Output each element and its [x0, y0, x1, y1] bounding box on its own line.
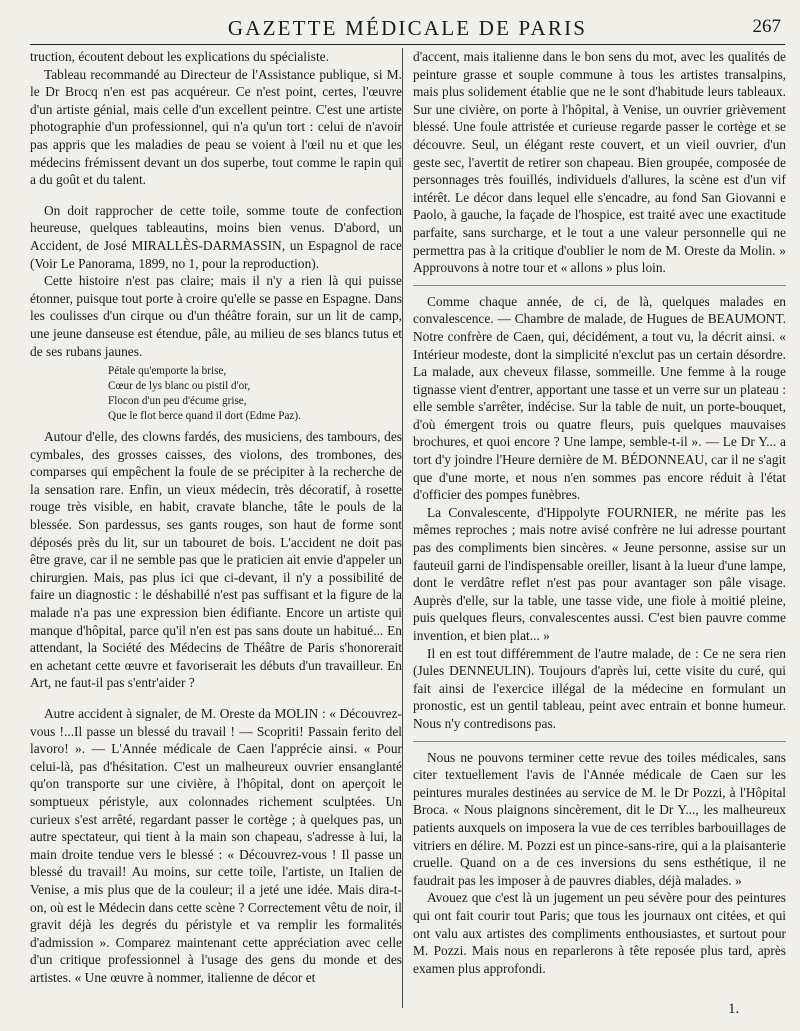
left-column: [30, 48, 402, 987]
poem-quote: [108, 364, 402, 424]
poem-line: Cœur de lys blanc ou pistil d'or,: [108, 380, 251, 393]
paragraph: Autour d'elle, des clowns fardés, des musiciens, des tambours, des cymbales, des grosses caisses, des violons, des trombones, des comparses qui empêchent la foule de se précipiter à la recherche de la sensation rare. Enfin, un vieux médecin, très décoratif, à rosette rouge très visible, en habit, cravate blanche, tâte le pouls de la blessée. Son pardessus, ses gants rouges, son haut de forme sont déposés près du lit, sur un tabouret de bois. L'accident ne doit pas être grave, car il ne semble pas que le praticien ait envie d'appeler un chirurgien. Mais, pas plus ici que ci-devant, il n'y a possibilité de faire un diagnostic : le déshabillé n'est pas suffisant et la figure de la malade n'a pas une expression bien édifiante. Encore un artiste qui manque d'hôpital, parce qu'il n'en est pas sans doute un habitué... En attendant, la Société des Médecins de Théâtre de Paris s'honorerait en achetant cette œuvre et favoriserait les débuts d'un travailleur. En Art, ne faut-il pas s'entr'aider ?: [30, 429, 402, 691]
paragraph: Autre accident à signaler, de M. Oreste da MOLIN : « Découvrez-vous !...Il passe un blessé du travail ! — Scopriti! Passain ferito del lavoro! ». — L'Année médicale de Caen l'apprécie ainsi. « Pour celui-là, pas d'hésitation. C'est un malheureux ouvrier ensanglanté qu'on transporte sur une civière, à l'hôpital, dont on aperçoit le somptueux péristyle, aux colonnades richement sculptées. Un curieux s'est arrêté, regardant passer le cortège ; à quelques pas, un autre spectateur, qui tient à la main son chapeau, s'adresse à lui, la main droite tendue vers le blessé : « Découvrez-vous ! Il passe un blessé du travail! Au moins, sur cette toile, l'artiste, un Italien de Venise, a mis plus que de la couleur; il a jeté une idée. Mais dira-t-on, où est le Médecin dans cette scène ? Correctement vêtu de noir, il gravit déjà les degrés du péristyle et va remplir les formalités d'admission ». Comparez maintenant cette appréciation avec celle d'un critique professionnel à l'usage des gens du monde et des artistes. « Une œuvre à nommer, italienne de décor et: [30, 706, 402, 985]
column-divider: [402, 48, 403, 1008]
journal-title: GAZETTE MÉDICALE DE PARIS: [227, 16, 588, 40]
paragraph: Nous ne pouvons terminer cette revue des toiles médicales, sans citer textuellement l'avis de l'Année médicale de Caen sur les peintures murales destinées au service de M. le Dr Pozzi, à l'Hôpital Broca. « Nous plaignons sincèrement, dit le Dr Y..., les malheureux patients auxquels on imposera la vue de ces terribles barbouillages de vitriers en délire. M. Pozzi est un pince-sans-rire, qui a la plaisanterie cruelle. Quand on a de ces inversions du sens esthétique, il ne faudrait pas les imposer à de pauvres diables, déjà malades. »: [413, 749, 786, 888]
paragraph: La Convalescente, d'Hippolyte FOURNIER, ne mérite pas les mêmes reproches ; mais notre avisé confrère ne lui adresse pourtant pas des compliments bien sincères. « Jeune personne, assise sur un fauteuil garni de l'indispensable oreiller, lisant à la lueur d'une lampe, dont le verdâtre reflet n'est pas pour avantager son pâle visage. Auprès d'elle, sur la table, une tasse vide, une fiole à moitié pleine, puis quelques fleurs, convalescentes aussi. C'est bien pauvre comme invention, et bien plat... »: [413, 504, 786, 643]
footer-mark: 1.: [728, 1001, 740, 1017]
paragraph: d'accent, mais italienne dans le bon sens du mot, avec les qualités de peinture grasse et souple commune à tous les artistes transalpins, mais plus solidement établie que ne le sont d'habitude leurs tableaux. Sur une civière, on porte à l'hôpital, à Venise, un ouvrier grièvement blessé. Une foule attristée et curieuse regarde passer le cortège et se découvre. Seul, un élégant reste couvert, et un vieil ouvrier, d'un geste sec, l'avertit de retirer son chapeau. Bien groupée, composée de personnages très fouillés, individuels d'allures, la scène est d'un vif intérêt. Le décor dans lequel elle s'encadre, au fond San Giovanni e Paolo, à gauche, la façade de l'hospice, est traité avec une exactitude parfaite, sans surcharge, et le tout a une valeur personnelle qui ne permettra pas à la critique d'oublier le nom de M. Oreste da Molin. » Approuvons à notre tour et « allons » plus loin.: [413, 49, 786, 276]
poem-line: Que le flot berce quand il dort (Edme Paz).: [108, 410, 301, 423]
section-rule: [413, 285, 786, 286]
paragraph: On doit rapprocher de cette toile, somme toute de confection heureuse, quelques tableautins, moins bien venus. D'abord, un Accident, de José MIRALLÈS-DARMASSIN, un Espagnol de race (Voir Le Panorama, 1899, no 1, pour la reproduction).: [30, 202, 402, 271]
paragraph: Avouez que c'est là un jugement un peu sévère pour des peintures qui ont fait courir tout Paris; que tous les journaux ont citées, et qui ont valu aux artistes des compliments enthousiastes, et surtout pour M. Pozzi. Mais nous en reparlerons à tête reposée plus tard, après examen plus approfondi.: [413, 890, 786, 976]
paragraph: truction, écoutent debout les explications du spécialiste.: [30, 49, 329, 64]
poem-line: Flocon d'un peu d'écume grise,: [108, 395, 247, 408]
right-column: [413, 48, 786, 977]
paragraph: Tableau recommandé au Directeur de l'Assistance publique, si M. le Dr Brocq n'en est pas acquéreur. Ce n'est point, certes, l'œuvre d'un artiste génial, mais celle d'un excellent peintre. C'est une artiste photographie d'un professionnel, qui n'a qu'un tort : celui de n'avoir pas appris que les maladies de peau se voient à l'œil nu et que les médecins frémissent devant un dos superbe, tout comme le rapin qui a du goût et du talent.: [30, 66, 402, 188]
running-header: [30, 12, 785, 45]
paragraph: Il en est tout différemment de l'autre malade, de : Ce ne sera rien (Jules DENNEULIN). Toujours d'après lui, cette visite du curé, qui fait ainsi de l'exercice illégal de la médecine en formulant un pronostic, est un gentil tableau, peint avec entrain et bonne humeur. Nous n'y contredisons pas.: [413, 645, 786, 731]
paragraph: Cette histoire n'est pas claire; mais il n'y a rien là qui puisse étonner, puisque tout porte à croire qu'elle se passe en Espagne. Dans les coulisses d'un cirque ou d'un théâtre forain, sur un lit de camp, une jeune danseuse est étendue, pâle, au milieu de ses blancs tutus et de ses rubans jaunes.: [30, 273, 402, 359]
section-rule: [413, 741, 786, 742]
page-number: 267: [752, 16, 781, 37]
paragraph: Comme chaque année, de ci, de là, quelques malades en convalescence. — Chambre de malade, de Hugues de BEAUMONT. Notre confrère de Caen, qui, décidément, a tout vu, la décrit ainsi. « Intérieur modeste, dont la simplicité n'exclut pas un certain désordre. La malade, aux cheveux filasse, sommeille. Une femme à la rouge tignasse vient d'entrer, apportant une tasse et un verre sur un plateau : elle semble s'arrêter, indécise. Sur la table de nuit, un porte-bouquet, d'où émergent trois ou quatre fleurs, puis quelques mauvaises brochures, et quoi encore ? Une lampe, semble-t-il ». — Le Dr Y... a tort d'y joindre l'Heure dernière de M. BÉDONNEAU, car il ne s'agit que d'une morte, et nous n'en sommes pas encore réduit à l'état d'officier des pompes funèbres.: [413, 293, 786, 503]
poem-line: Pétale qu'emporte la brise,: [108, 365, 227, 378]
